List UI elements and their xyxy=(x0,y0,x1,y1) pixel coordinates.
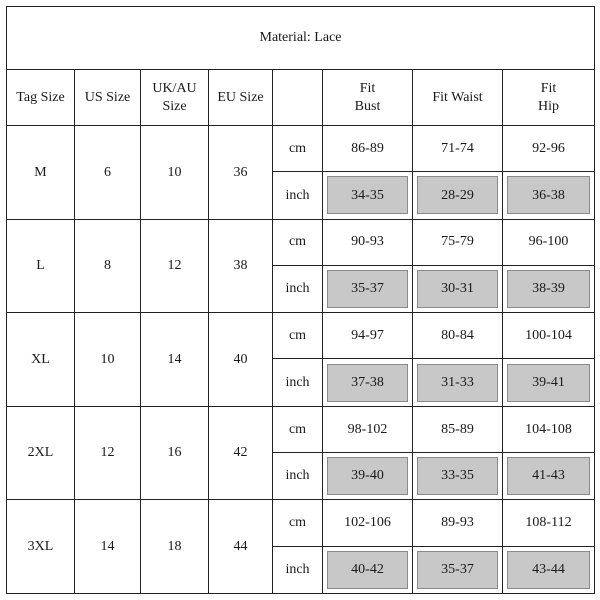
us-size-cell: 12 xyxy=(75,406,141,500)
size-row-cm xyxy=(7,406,595,452)
header-eu-size: EU Size xyxy=(209,70,273,126)
inch-hip-value: 41-43 xyxy=(507,457,590,495)
inch-waist-cell xyxy=(413,359,503,406)
unit-inch-cell: inch xyxy=(273,172,323,219)
us-size-cell: 8 xyxy=(75,219,141,313)
inch-hip-cell xyxy=(503,172,595,219)
header-fit-waist: Fit Waist xyxy=(413,70,503,126)
inch-waist-value: 33-35 xyxy=(417,457,498,495)
size-row-cm xyxy=(7,313,595,359)
inch-bust-cell xyxy=(323,172,413,219)
tag-size-cell: XL xyxy=(7,313,75,407)
header-us-size: US Size xyxy=(75,70,141,126)
cm-hip-cell: 96-100 xyxy=(503,219,595,265)
size-rows xyxy=(7,126,595,594)
tag-size-cell: M xyxy=(7,126,75,220)
header-row xyxy=(7,70,595,126)
inch-bust-value: 34-35 xyxy=(327,176,408,214)
header-fit-hip xyxy=(503,70,595,126)
inch-bust-value: 37-38 xyxy=(327,364,408,402)
inch-waist-value: 31-33 xyxy=(417,364,498,402)
inch-hip-cell xyxy=(503,265,595,312)
inch-waist-value: 35-37 xyxy=(417,551,498,589)
eu-size-cell: 38 xyxy=(209,219,273,313)
unit-inch-cell: inch xyxy=(273,265,323,312)
eu-size-cell: 40 xyxy=(209,313,273,407)
us-size-cell: 6 xyxy=(75,126,141,220)
unit-inch-cell: inch xyxy=(273,453,323,500)
inch-bust-cell xyxy=(323,453,413,500)
cm-bust-cell: 98-102 xyxy=(323,406,413,452)
cm-waist-cell: 89-93 xyxy=(413,500,503,546)
eu-size-cell: 36 xyxy=(209,126,273,220)
header-fit-bust-line1: Fit xyxy=(359,81,376,96)
header-fit-bust xyxy=(323,70,413,126)
inch-hip-value: 39-41 xyxy=(507,364,590,402)
unit-cm-cell: cm xyxy=(273,219,323,265)
inch-waist-value: 28-29 xyxy=(417,176,498,214)
inch-waist-value: 30-31 xyxy=(417,270,498,308)
inch-hip-cell xyxy=(503,359,595,406)
size-row-cm xyxy=(7,500,595,546)
us-size-cell: 14 xyxy=(75,500,141,594)
cm-bust-cell: 86-89 xyxy=(323,126,413,172)
inch-bust-cell xyxy=(323,359,413,406)
header-fit-bust-line2: Bust xyxy=(354,98,381,114)
inch-hip-value: 36-38 xyxy=(507,176,590,214)
eu-size-cell: 44 xyxy=(209,500,273,594)
inch-hip-value: 38-39 xyxy=(507,270,590,308)
unit-inch-cell: inch xyxy=(273,546,323,593)
header-unit xyxy=(273,70,323,126)
cm-hip-cell: 104-108 xyxy=(503,406,595,452)
header-uk-au-line1: UK/AU xyxy=(152,81,197,96)
inch-waist-cell xyxy=(413,546,503,593)
uk-au-size-cell: 14 xyxy=(141,313,209,407)
inch-bust-value: 35-37 xyxy=(327,270,408,308)
size-row-cm xyxy=(7,126,595,172)
eu-size-cell: 42 xyxy=(209,406,273,500)
uk-au-size-cell: 12 xyxy=(141,219,209,313)
unit-cm-cell: cm xyxy=(273,313,323,359)
cm-bust-cell: 94-97 xyxy=(323,313,413,359)
cm-hip-cell: 108-112 xyxy=(503,500,595,546)
unit-inch-cell: inch xyxy=(273,359,323,406)
material-title: Material: Lace xyxy=(7,7,595,70)
inch-hip-cell xyxy=(503,453,595,500)
inch-hip-cell xyxy=(503,546,595,593)
tag-size-cell: 2XL xyxy=(7,406,75,500)
cm-waist-cell: 85-89 xyxy=(413,406,503,452)
inch-waist-cell xyxy=(413,453,503,500)
uk-au-size-cell: 16 xyxy=(141,406,209,500)
cm-bust-cell: 90-93 xyxy=(323,219,413,265)
inch-bust-cell xyxy=(323,265,413,312)
cm-hip-cell: 92-96 xyxy=(503,126,595,172)
inch-bust-cell xyxy=(323,546,413,593)
unit-cm-cell: cm xyxy=(273,500,323,546)
unit-cm-cell: cm xyxy=(273,126,323,172)
header-uk-au-size xyxy=(141,70,209,126)
header-fit-hip-line1: Fit xyxy=(540,81,557,96)
header-tag-size: Tag Size xyxy=(7,70,75,126)
size-chart-frame xyxy=(6,6,594,594)
inch-hip-value: 43-44 xyxy=(507,551,590,589)
tag-size-cell: 3XL xyxy=(7,500,75,594)
unit-cm-cell: cm xyxy=(273,406,323,452)
cm-waist-cell: 71-74 xyxy=(413,126,503,172)
inch-bust-value: 40-42 xyxy=(327,551,408,589)
cm-waist-cell: 80-84 xyxy=(413,313,503,359)
inch-waist-cell xyxy=(413,172,503,219)
cm-waist-cell: 75-79 xyxy=(413,219,503,265)
size-row-cm xyxy=(7,219,595,265)
tag-size-cell: L xyxy=(7,219,75,313)
inch-waist-cell xyxy=(413,265,503,312)
header-fit-hip-line2: Hip xyxy=(538,98,559,114)
header-uk-au-line2: Size xyxy=(162,98,187,114)
cm-hip-cell: 100-104 xyxy=(503,313,595,359)
cm-bust-cell: 102-106 xyxy=(323,500,413,546)
uk-au-size-cell: 10 xyxy=(141,126,209,220)
size-chart-table xyxy=(6,6,595,594)
inch-bust-value: 39-40 xyxy=(327,457,408,495)
uk-au-size-cell: 18 xyxy=(141,500,209,594)
us-size-cell: 10 xyxy=(75,313,141,407)
